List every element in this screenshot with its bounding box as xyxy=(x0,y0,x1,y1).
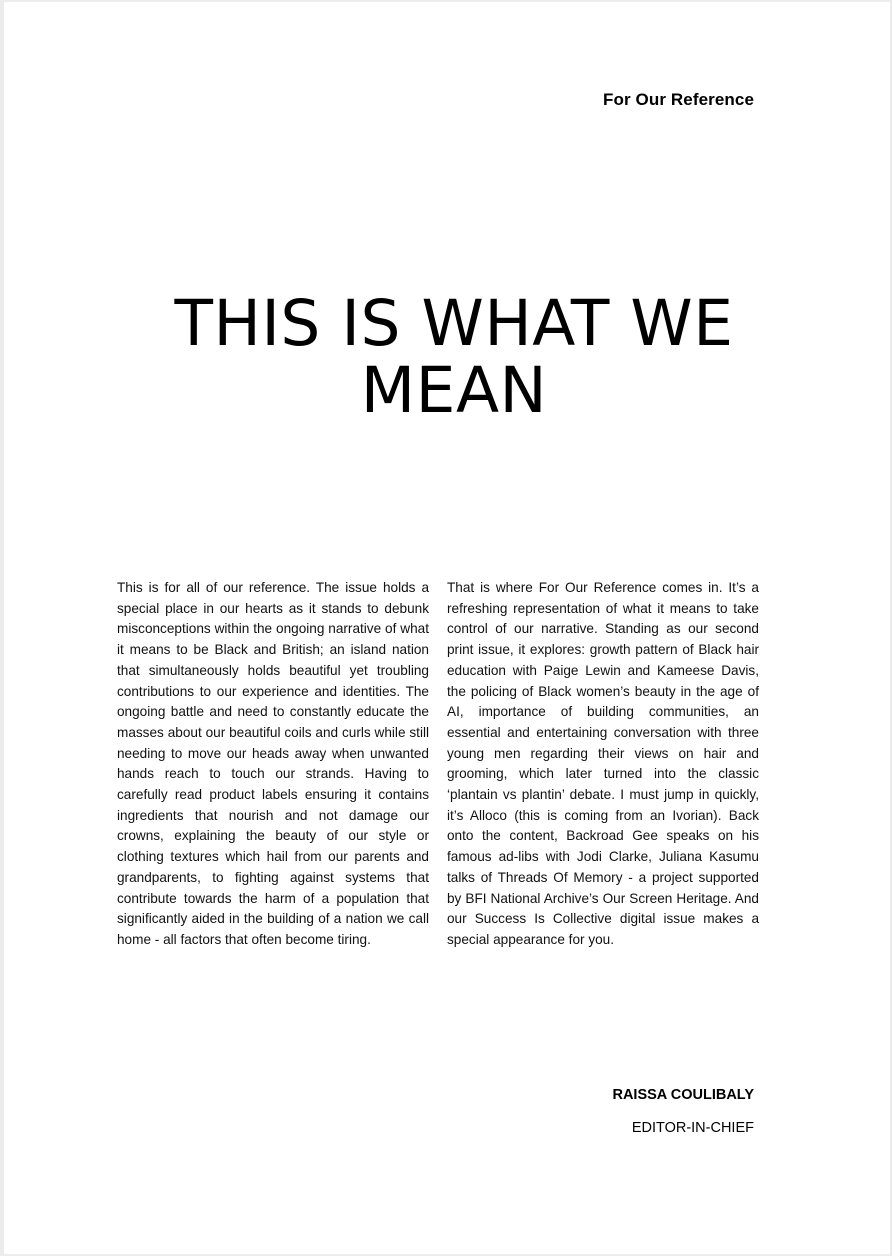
section-label: For Our Reference xyxy=(603,90,754,109)
article-body-left-column: This is for all of our reference. The issue holds a special place in our hearts as it stands to debunk misconceptions within the ongoing narrative of what it means to be Black and British; an island nation that simultaneously holds beautiful yet troubling contributions to our experience and identities. The ongoing battle and need to constantly educate the masses about our beautiful coils and curls while still needing to move our heads away when unwanted hands reach to touch our strands. Having to carefully read product labels ensuring it contains ingredients that nourish and not damage our crowns, explaining the beauty of our style or clothing textures which hail from our parents and grandparents, to fighting against systems that contribute towards the harm of a population that significantly aided in the building of a nation we call home - all factors that often become tiring. xyxy=(117,580,429,947)
article-body-right-column: That is where For Our Reference comes in. It’s a refreshing representation of what it means to take control of our narrative. Standing as our second print issue, it explores: growth pattern of Black hair education with Paige Lewin and Kameese Davis, the policing of Black women’s beauty in the age of AI, importance of building communities, an essential and entertaining conversation with three young men regarding their views on hair and grooming, which later turned into the classic ‘plantain vs plantin’ debate. I must jump in quickly, it’s Alloco (this is coming from an Ivorian). Back onto the content, Backroad Gee speaks on his famous ad-libs with Jodi Clarke, Juliana Kasumu talks of Threads Of Memory - a project supported by BFI National Archive’s Our Screen Heritage. And our Success Is Collective digital issue makes a special appearance for you. xyxy=(447,580,759,947)
author-name: RAISSA COULIBALY xyxy=(612,1087,754,1103)
article-title: THIS IS WHAT WE MEAN xyxy=(174,287,734,427)
author-role: EDITOR-IN-CHIEF xyxy=(631,1120,754,1136)
magazine-page xyxy=(4,2,890,1254)
